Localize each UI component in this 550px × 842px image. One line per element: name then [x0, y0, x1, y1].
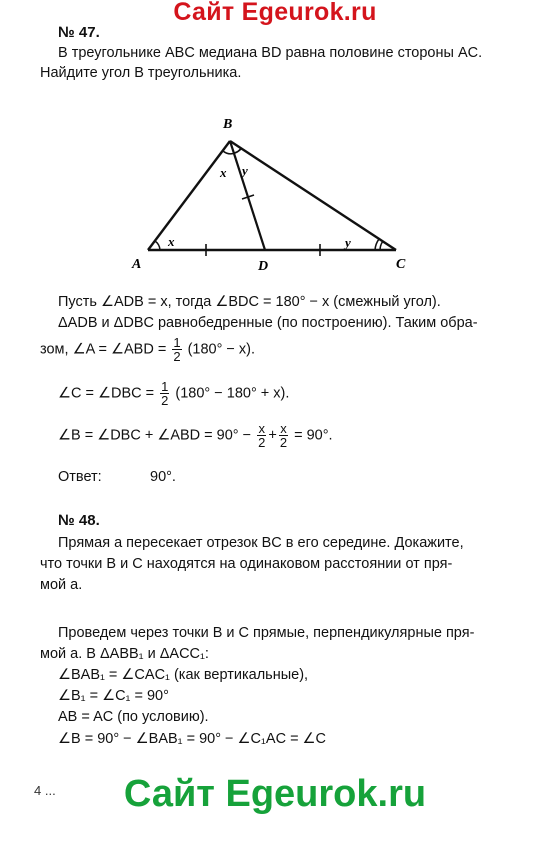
fraction-numerator: x: [280, 421, 287, 436]
fraction-numerator: 1: [173, 335, 181, 350]
solution-48-line: Проведем через точки B и C прямые, перпендикулярные пря-: [58, 625, 475, 641]
median-bd: [230, 141, 265, 250]
watermark-bottom: Сайт Egeurok.ru: [123, 773, 427, 815]
angle-label-x-a: x: [168, 234, 175, 249]
problem-48-statement-line: мой a.: [40, 577, 83, 593]
fraction-numerator: x: [258, 421, 265, 436]
answer-value: 90°.: [150, 469, 176, 485]
angle-label-y-c: y: [345, 235, 351, 250]
solution-48-line: AB = AC (по условию).: [58, 709, 209, 725]
vertex-label-a: A: [132, 257, 142, 270]
angle-arc-c-inner: [375, 239, 379, 250]
side-bc: [230, 141, 396, 250]
angle-label-x-b: x: [220, 165, 227, 180]
page-number: 4 ...: [34, 783, 56, 798]
vertex-label-d: D: [258, 259, 269, 270]
solution-47-line: ΔADB и ΔDBC равнобедренные (по построению). Таким обра-: [58, 315, 478, 331]
problem-48-statement-line: Прямая a пересекает отрезок BC в его середине. Докажите,: [58, 535, 464, 551]
solution-48-line: ∠BAB₁ = ∠CAC₁ (как вертикальные),: [58, 667, 309, 683]
answer-label: Ответ:: [58, 469, 102, 485]
fraction-numerator: 1: [161, 379, 169, 394]
angle-arc-c: [380, 241, 383, 250]
fraction-denominator: 2: [161, 393, 169, 408]
fraction-x-over-2: [257, 422, 266, 449]
solution-47-line: [58, 422, 333, 449]
solution-47-text: зом, ∠A = ∠ABD =: [40, 341, 167, 358]
problem-47-statement-line: В треугольнике ABC медиана BD равна половине стороны AC.: [58, 45, 483, 61]
plus-sign: +: [268, 427, 277, 444]
solution-47-text: (180° − 180° + x).: [175, 385, 290, 402]
triangle-figure: [0, 110, 550, 270]
fraction-denominator: 2: [258, 435, 266, 450]
solution-47-text: ∠B = ∠DBC + ∠ABD = 90° −: [58, 427, 252, 444]
fraction-x-over-2: [279, 422, 288, 449]
solution-47-line: Пусть ∠ADB = x, тогда ∠BDC = 180° − x (смежный угол).: [58, 294, 441, 310]
solution-47-text: ∠C = ∠DBC =: [58, 385, 155, 402]
vertex-label-c: C: [396, 257, 406, 270]
solution-48-line: мой a. В ΔABB₁ и ΔACC₁:: [40, 646, 209, 662]
problem-47-number: № 47.: [58, 24, 100, 41]
solution-47-line: [40, 336, 255, 363]
fraction-one-half: [160, 380, 169, 407]
solution-47-line: [58, 380, 289, 407]
angle-arc-a: [155, 241, 160, 250]
fraction-denominator: 2: [279, 435, 288, 450]
solution-47-text: = 90°.: [294, 427, 333, 444]
angle-label-y-b: y: [242, 163, 248, 178]
solution-47-text: (180° − x).: [187, 341, 256, 358]
solution-48-line: ∠B = 90° − ∠BAB₁ = 90° − ∠C₁AC = ∠C: [58, 731, 327, 747]
fraction-one-half: [172, 336, 181, 363]
vertex-label-b: B: [223, 117, 233, 132]
problem-48-statement-line: что точки B и C находятся на одинаковом расстоянии от пря-: [40, 556, 453, 572]
watermark-top: Сайт Egeurok.ru: [173, 0, 377, 26]
problem-47-statement-line: Найдите угол B треугольника.: [40, 65, 242, 81]
problem-48-number: № 48.: [58, 512, 100, 529]
solution-48-line: ∠B₁ = ∠C₁ = 90°: [58, 688, 169, 704]
side-ab: [148, 141, 230, 250]
fraction-denominator: 2: [173, 349, 181, 364]
